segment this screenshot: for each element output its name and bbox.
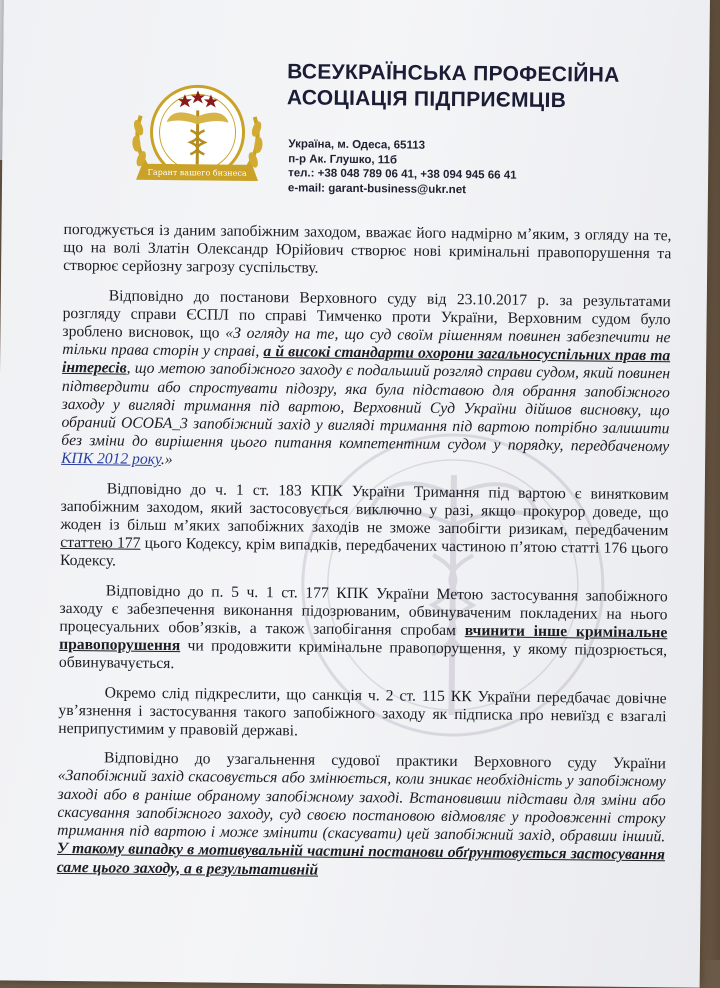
title-line-2: АСОЦІАЦІЯ ПІДПРИЄМЦІВ: [286, 86, 567, 113]
p3-start: Відповідно до ч. 1 ст. 183 КПК України Тримання під вартою є винятковим запобіжним заходом, який застосовується виключно у разі, якщо прокурор доведе, що жоден із більш м’яких запобіжних заходів не зможе запобігти ризикам, передбаченим: [60, 480, 669, 540]
paragraph-3: [60, 480, 669, 577]
p4-end: чи продовжити кримінальне правопорушення, у якому підозрюється, обвинувачується.: [58, 637, 668, 673]
organization-title: [287, 59, 688, 115]
p4-start: Відповідно до п. 5 ч. 1 ст. 177 КПК України Метою застосування запобіжного заходу є забезпечення виконання підозрюваним, обвинуваченим покладених на нього процесуальних обов’язків, а також запобігання спробам: [59, 582, 668, 640]
p2-quote-end: .»: [160, 451, 173, 469]
association-logo-icon: [122, 76, 273, 198]
p2-quote-start: «З огляду на те, що суд своїм рішенням повинен забезпечити не тільки права сторін у справі,: [62, 324, 671, 361]
p2-intro: Відповідно до постанови Верховного суду від 23.10.2017 р. за результатами розгляду справи ЄСПЛ по справі Тимченко проти України, Верховним судом було зроблено висновок, що: [62, 287, 671, 342]
email-address: e-mail: garant-business@ukr.net: [287, 182, 467, 196]
contact-block: [288, 137, 649, 199]
p6-intro: Відповідно до узагальнення судової практики Верховного суду України: [103, 749, 667, 773]
p2-quote-body: , що метою запобіжного заходу є подальший розгляд справи судом, який повинен підтвердити або спростувати підозру, яка була підставою для обрання запобіжного заходу у вигляді тримання під вартою, Верховний Суд України дійшов висновку, що обраний ОСОБА_3 запобіжний захід у вигляді тримання під вартою потрібно залишити без зміни до вирішення цього питання компетентним судом у порядку, передбаченому: [61, 360, 671, 456]
p6-emphasis: У такому випадку в мотивувальній частині постанови обґрунтовується застосування саме цього заходу, а в результативній: [56, 840, 666, 879]
logo-ribbon-text: Гарант вашего бизнеса: [147, 167, 247, 178]
document-body: [57, 221, 672, 883]
paragraph-5: Окремо слід підкреслити, що санкція ч. 2 ст. 115 КК України передбачає довічне ув’язнення і застосування такого запобіжного заходу як підписка про невиїзд є взагалі неприпустимим у правовій державі.: [58, 684, 667, 740]
paragraph-4: [59, 582, 668, 679]
paragraph-1: погоджується із даним запобіжним заходом, вважає його надмірно м’яким, з огляду на те, що на волі Златін Олександр Юрійович створює нові кримінальні правопорушення та створює серйозну загрозу суспільству.: [63, 220, 672, 278]
article-177-link[interactable]: статтею 177: [60, 534, 141, 553]
paragraph-6: [57, 749, 666, 883]
paragraph-2: [61, 287, 671, 475]
kpk-2012-link[interactable]: КПК 2012 року: [61, 450, 161, 469]
title-line-1: ВСЕУКРАЇНСЬКА ПРОФЕСІЙНА: [287, 60, 620, 87]
phone-numbers: тел.: +38 048 789 06 41, +38 094 945 66 41: [288, 167, 517, 182]
p4-emphasis: вчинити інше кримінальне правопорушення: [59, 622, 668, 655]
address-line-1: Україна, м. Одеса, 65113: [288, 138, 426, 152]
p2-emphasis: а й високі стандарти охорони загальносуспільних прав та інтересів: [61, 343, 671, 378]
p6-quote: «Запобіжний захід скасовується або змінюється, коли зникає необхідність у запобіжному заході або в раніше обраному запобіжному заході. Встановивши підстави для зміни або скасування запобіжного заходу, суд своєю постановою відмовляє у продовженні строку тримання під вартою і може змінити (скасувати) цей запобіжний захід, обравши інший.: [57, 767, 666, 846]
address-line-2: п-р Ак. Глушко, 11б: [288, 152, 398, 167]
letterhead: [2, 0, 710, 218]
p3-end: цього Кодексу, крім випадків, передбачених частиною п’ятою статті 176 цього Кодексу.: [59, 535, 669, 570]
